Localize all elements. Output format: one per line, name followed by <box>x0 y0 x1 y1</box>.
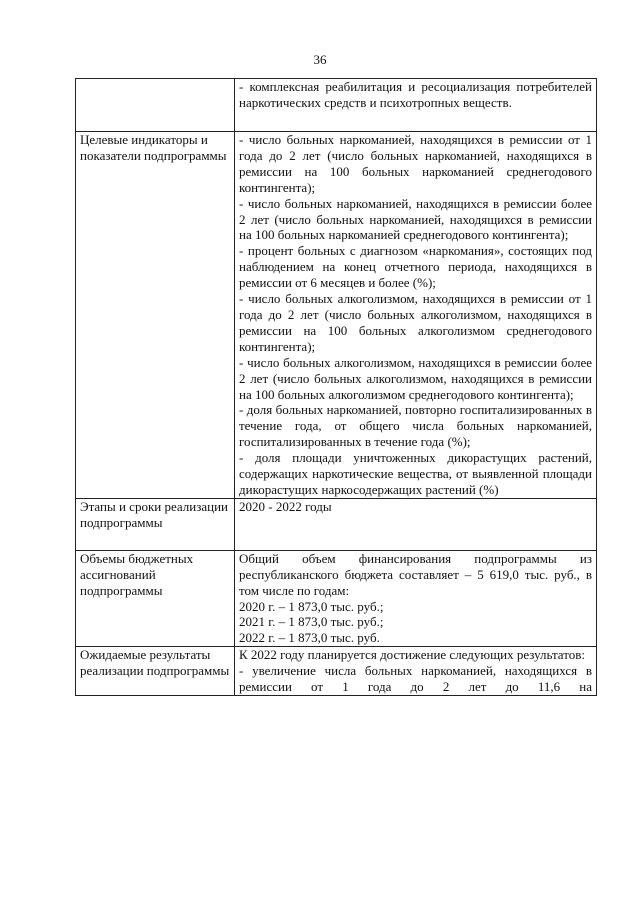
list-item: - число больных алкоголизмом, находящихся в ремиссии от 1 года до 2 лет (число больных алкоголизмом, находящихся в ремиссии на 100 больных алкоголизмом среднегодового контингента); <box>239 291 592 354</box>
list-item: - увеличение числа больных наркоманией, находящихся в ремиссии от 1 года до 2 лет до 11,6 на <box>239 663 592 695</box>
row-content: - комплексная реабилитация и ресоциализация потребителей наркотических средств и психотропных веществ. <box>235 79 597 132</box>
table-row <box>76 647 597 696</box>
row-label <box>76 79 235 132</box>
row-content <box>235 647 597 696</box>
row-label: Ожидаемые результаты реализации подпрограммы <box>76 647 235 696</box>
list-item: - доля площади уничтоженных дикорастущих растений, содержащих наркотические вещества, от выявленной площади дикорастущих наркосодержащих растений (%) <box>239 450 592 497</box>
list-item: - процент больных с диагнозом «наркомания», состоящих под наблюдением на конец отчетного периода, находящихся в ремиссии от 6 месяцев и более (%); <box>239 243 592 291</box>
list-item: - число больных алкоголизмом, находящихся в ремиссии более 2 лет (число больных алкоголизмом, находящихся в ремиссии на 100 больных алкоголизмом среднегодового контингента); <box>239 354 592 402</box>
list-item: - доля больных наркоманией, повторно госпитализированных в течение года, от общего числа больных наркоманией, госпитализированных в течение года (%); <box>239 402 592 450</box>
table-row <box>76 79 597 132</box>
funding-year: 2021 г. – 1 873,0 тыс. руб.; <box>239 614 384 630</box>
row-label: Целевые индикаторы и показатели подпрограммы <box>76 132 235 499</box>
row-label: Этапы и сроки реализации подпрограммы <box>76 498 235 550</box>
table-row <box>76 550 597 646</box>
subprogram-passport-table <box>75 78 597 696</box>
list-item: - число больных наркоманией, находящихся в ремиссии более 2 лет (число больных наркоманией, находящихся в ремиссии на 100 больных наркоманией среднегодового контингента); <box>239 195 592 243</box>
funding-year: 2020 г. – 1 873,0 тыс. руб.; <box>239 598 384 614</box>
results-intro: К 2022 году планируется достижение следующих результатов: <box>239 647 585 663</box>
funding-year: 2022 г. – 1 873,0 тыс. руб. <box>239 630 380 646</box>
list-item: - число больных наркоманией, находящихся в ремиссии от 1 года до 2 лет (число больных наркоманией, находящихся в ремиссии на 100 больных наркоманией среднегодового контингента); <box>239 132 592 195</box>
row-content <box>235 132 597 499</box>
page-number: 36 <box>313 52 327 67</box>
row-content: 2020 - 2022 годы <box>235 498 597 550</box>
table-row <box>76 132 597 499</box>
row-label: Объемы бюджетных ассигнований подпрограммы <box>76 550 235 646</box>
funding-text: Общий объем финансирования подпрограммы из республиканского бюджета составляет – 5 619,0 тыс. руб., в том числе по годам: <box>239 550 592 598</box>
row-content <box>235 550 597 646</box>
table-row <box>76 498 597 550</box>
